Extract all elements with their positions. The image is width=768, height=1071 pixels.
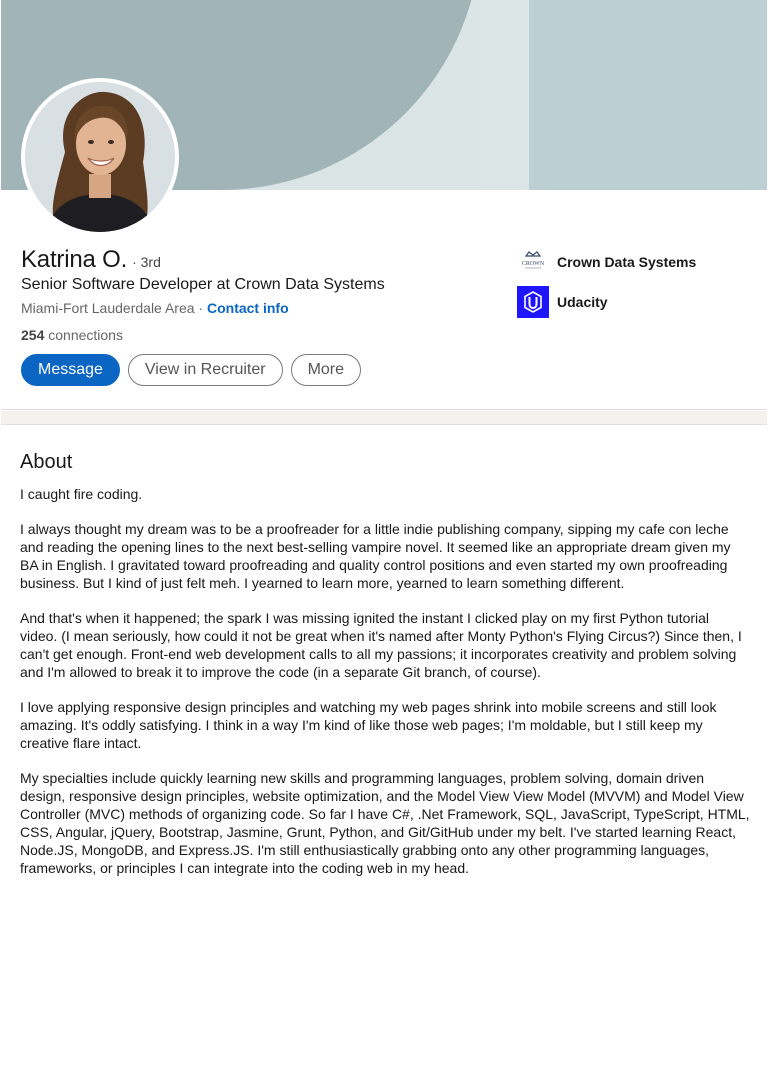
connections-label: connections — [44, 327, 123, 343]
view-in-recruiter-button[interactable]: View in Recruiter — [128, 354, 283, 386]
svg-text:CROWN: CROWN — [521, 261, 545, 267]
profile-location: Miami-Fort Lauderdale Area — [21, 300, 195, 316]
company-name: Udacity — [557, 294, 608, 310]
about-card — [1, 424, 767, 1071]
profile-headline: Senior Software Developer at Crown Data Systems — [21, 276, 385, 293]
about-paragraph: I caught fire coding. — [20, 486, 143, 502]
profile-companies — [517, 246, 696, 326]
profile-name: Katrina O. — [21, 246, 128, 273]
banner-shape-right — [529, 0, 767, 190]
profile-actions — [21, 354, 361, 386]
profile-avatar[interactable] — [21, 78, 179, 236]
profile-top-card — [1, 0, 767, 410]
contact-info-link[interactable]: Contact info — [206, 300, 289, 316]
about-body — [20, 485, 750, 894]
profile-name-row — [21, 246, 161, 274]
crown-logo-icon — [517, 246, 549, 278]
about-paragraph: My specialties include quickly learning new skills and programming languages, problem solving, domain driven design, responsive design principles, website optimization, and the Model View View Model (MVVM) and Model View Controller (MVC) methods of organizing code. So far I have C#, .Net Framework, SQL, JavaScript, TypeScript, HTML, CSS, Angular, jQuery, Bootstrap, Jasmine, Grunt, Python, and Git/GitHub under my belt. I've started learning React, Node.JS, MongoDB, and Express.JS. I'm still enthusiastically grabbing onto any other programming languages, frameworks, or principles I can integrate into the coding web in my head. — [20, 770, 750, 876]
company-name: Crown Data Systems — [557, 254, 697, 270]
separator-dot: · — [194, 300, 207, 316]
about-paragraph: And that's when it happened; the spark I was missing ignited the instant I clicked play on my first Python tutorial video. (I mean seriously, how could it not be great when it's named after Monty Python's Flying Circus?) Since then, I can't get enough. Front-end web development calls to all my passions; it incorporates creativity and problem solving and I'm allowed to break it to improve the code (in a separate Git branch, of course). — [20, 610, 742, 680]
connections-count-row[interactable] — [21, 327, 123, 343]
card-separator — [1, 411, 767, 424]
avatar-photo-icon — [25, 82, 175, 232]
connections-count: 254 — [21, 327, 45, 343]
connection-degree: · 3rd — [132, 254, 161, 270]
company-crown-data-systems[interactable] — [517, 246, 696, 278]
about-paragraph: I always thought my dream was to be a proofreader for a little indie publishing company, sipping my cafe con leche and reading the opening lines to the next best-selling vampire novel. It seemed like an appropriate dream given my BA in English. I gravitated toward proofreading and quality control positions and even started my own proofreading business. But I kind of just felt meh. I yearned to learn more, yearned to learn something different. — [20, 521, 731, 591]
profile-location-row — [21, 300, 289, 316]
banner-shape-mid — [481, 0, 529, 190]
more-button[interactable]: More — [291, 354, 361, 386]
about-paragraph: I love applying responsive design principles and watching my web pages shrink into mobile screens and still look amazing. It's oddly satisfying. I think in a way I'm kind of like those web pages; I'm moldable, but I still keep my creative flare intact. — [20, 699, 717, 751]
company-udacity[interactable] — [517, 286, 696, 318]
about-title: About — [20, 451, 73, 473]
udacity-logo-icon — [517, 286, 549, 318]
message-button[interactable]: Message — [21, 354, 120, 386]
